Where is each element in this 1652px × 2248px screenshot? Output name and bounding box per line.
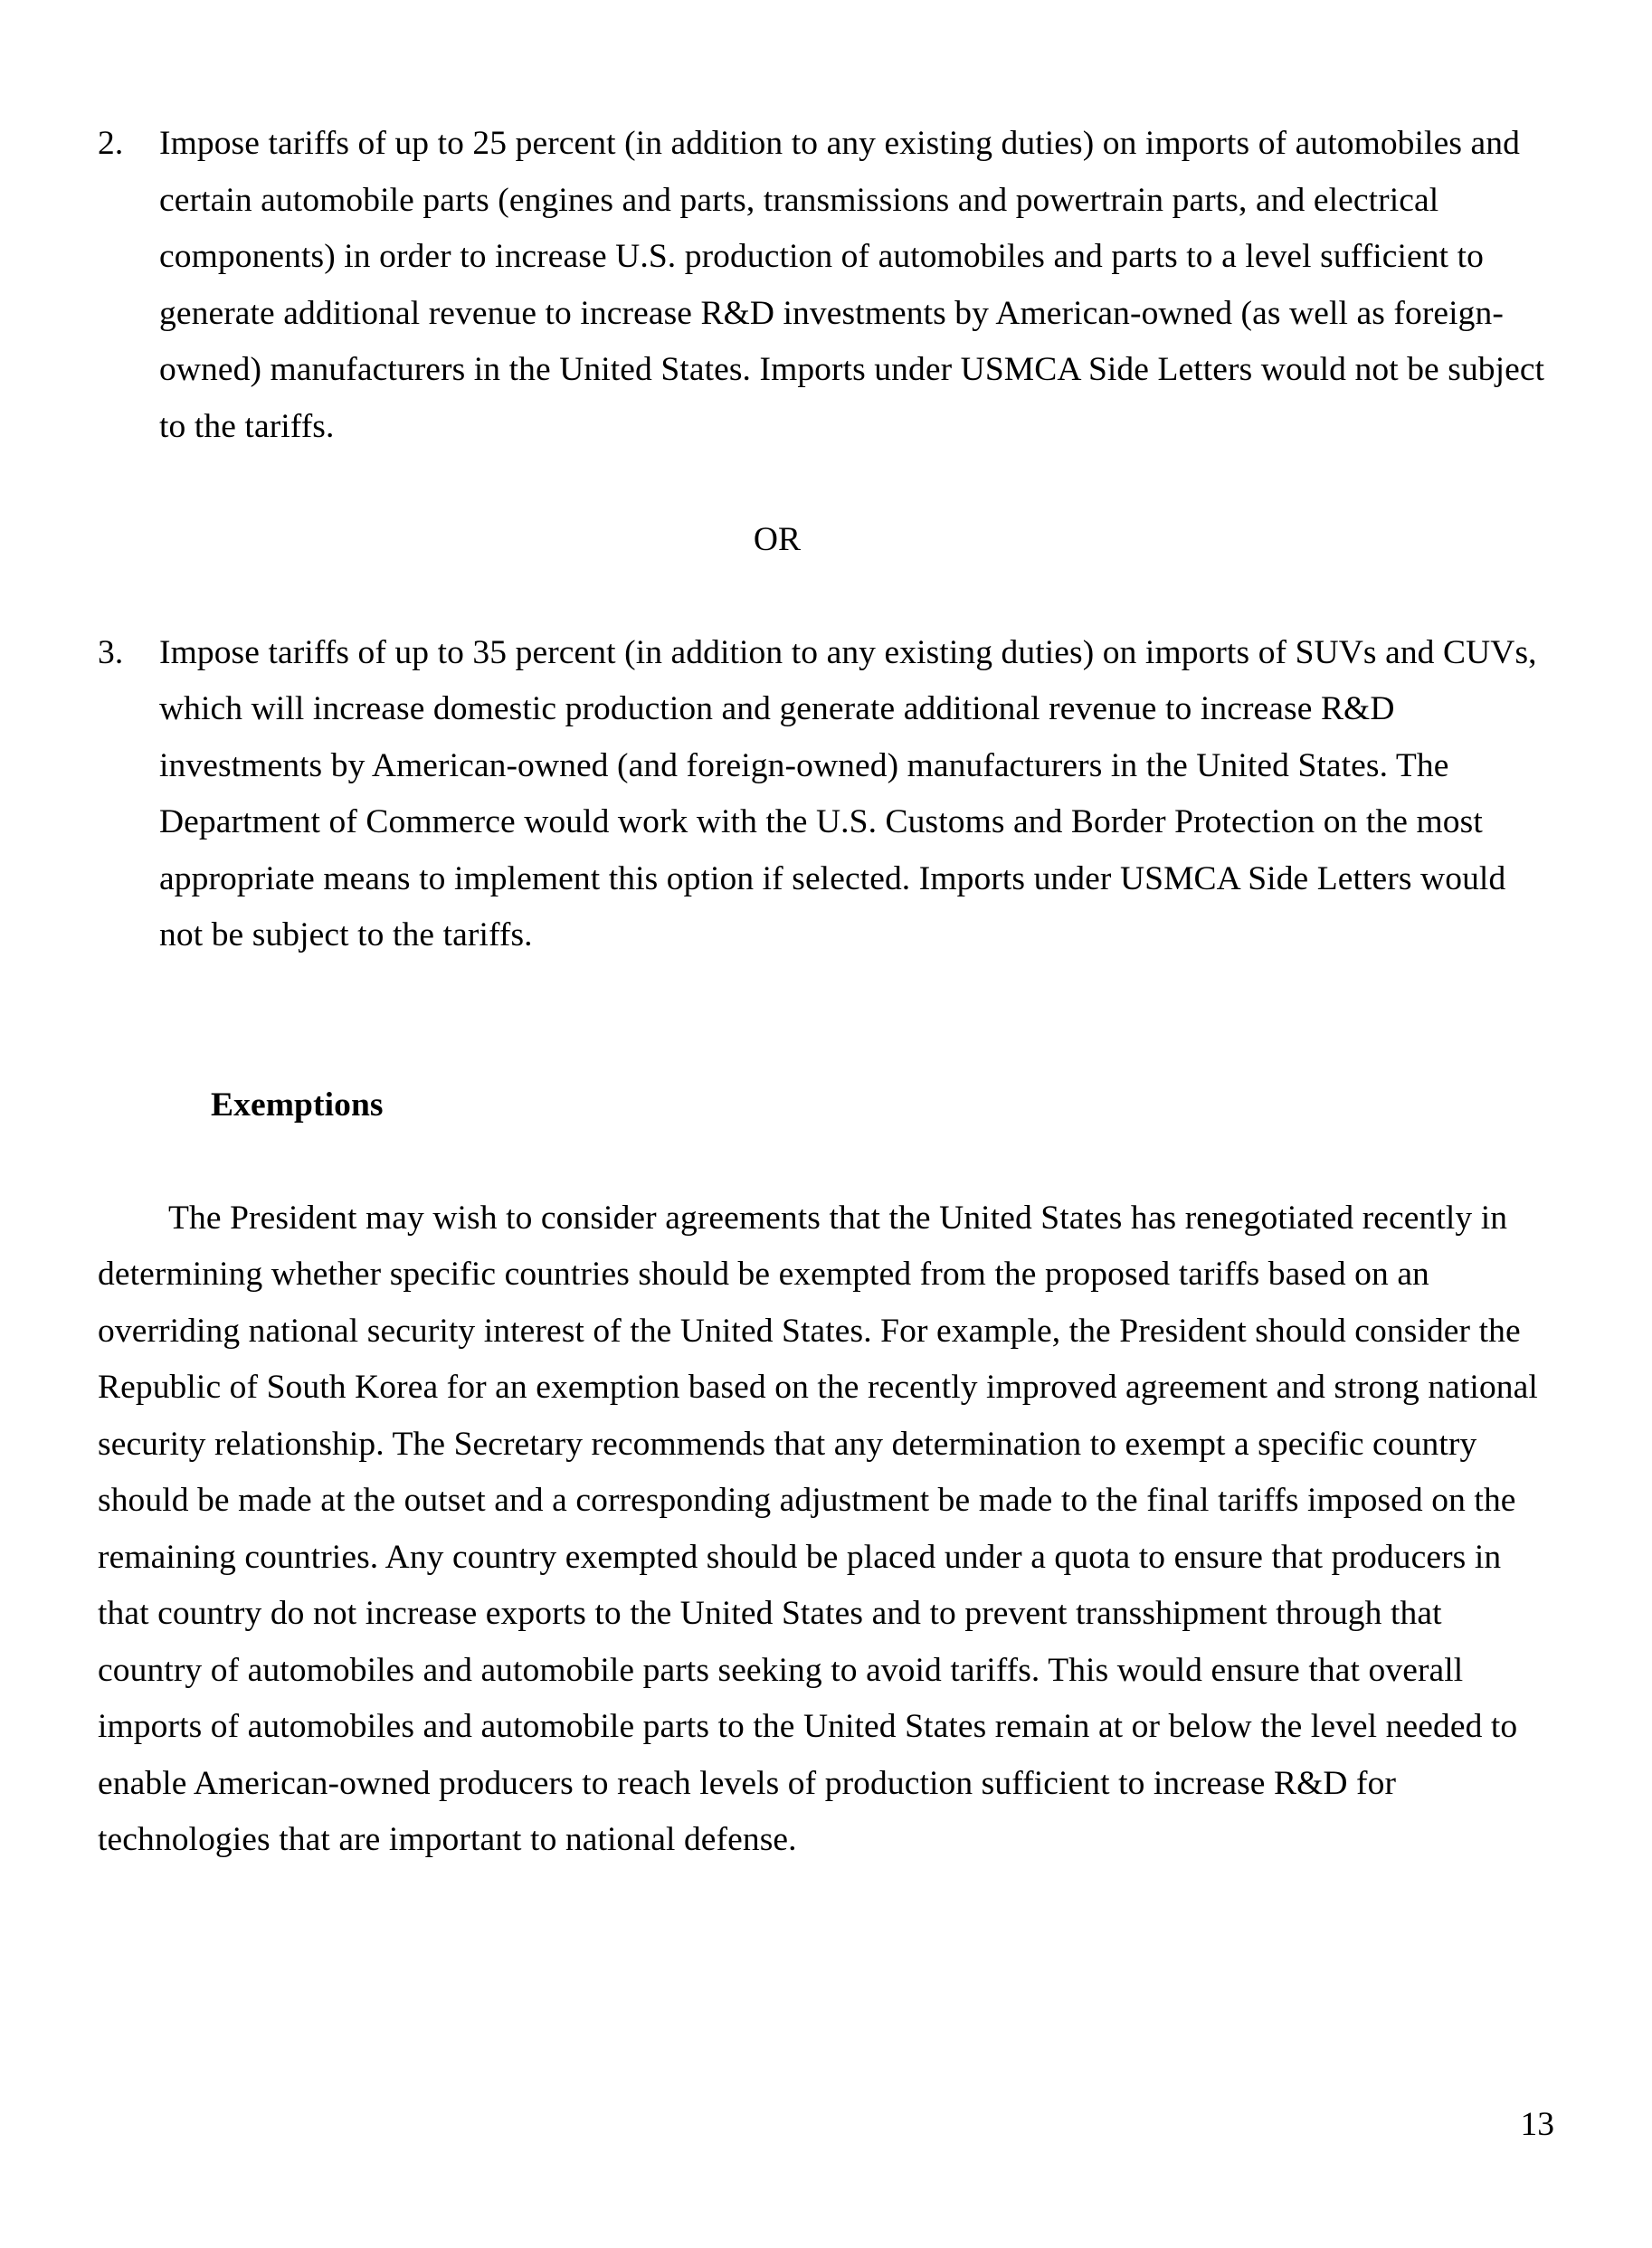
list-item-number: 2. bbox=[98, 125, 124, 162]
page-number: 13 bbox=[1520, 2105, 1554, 2143]
section-heading-exemptions: Exemptions bbox=[211, 1086, 384, 1124]
list-item bbox=[98, 625, 1554, 964]
list-item-text: Impose tariffs of up to 25 percent (in addition to any existing duties) on imports of automobiles and certain automobile parts (engines and parts, transmissions and powertrain parts, and electrical components) in order to increase U.S. production of automobiles and parts to a level sufficient to generate additional revenue to increase R&D investments by American-owned (as well as foreign-owned) manufacturers in the United States. Imports under USMCA Side Letters would not be subject to the tariffs. bbox=[159, 125, 1545, 445]
exemptions-paragraph: The President may wish to consider agreements that the United States has renegotiated recently in determining whether specific countries should be exempted from the proposed tariffs based on an overriding national security interest of the United States. For example, the President should consider the Republic of South Korea for an exemption based on the recently improved agreement and strong national security relationship. The Secretary recommends that any determination to exempt a specific country should be made at the outset and a corresponding adjustment be made to the final tariffs imposed on the remaining countries. Any country exempted should be placed under a quota to ensure that producers in that country do not increase exports to the United States and to prevent transshipment through that country of automobiles and automobile parts seeking to avoid tariffs. This would ensure that overall imports of automobiles and automobile parts to the United States remain at or below the level needed to enable American-owned producers to reach levels of production sufficient to increase R&D for technologies that are important to national defense. bbox=[98, 1199, 1538, 1858]
or-label: OR bbox=[753, 520, 802, 558]
recommendation-options-list bbox=[98, 116, 1554, 964]
page-content bbox=[98, 116, 1554, 1869]
list-item-text: Impose tariffs of up to 35 percent (in addition to any existing duties) on imports of SUVs and CUVs, which will increase domestic production and generate additional revenue to increase R&D investments by American-owned (and foreign-owned) manufacturers in the United States. The Department of Commerce would work with the U.S. Customs and Border Protection on the most appropriate means to implement this option if selected. Imports under USMCA Side Letters would not be subject to the tariffs. bbox=[159, 633, 1537, 953]
or-separator bbox=[98, 512, 1554, 569]
list-item bbox=[98, 116, 1554, 455]
list-item-number: 3. bbox=[98, 633, 124, 671]
